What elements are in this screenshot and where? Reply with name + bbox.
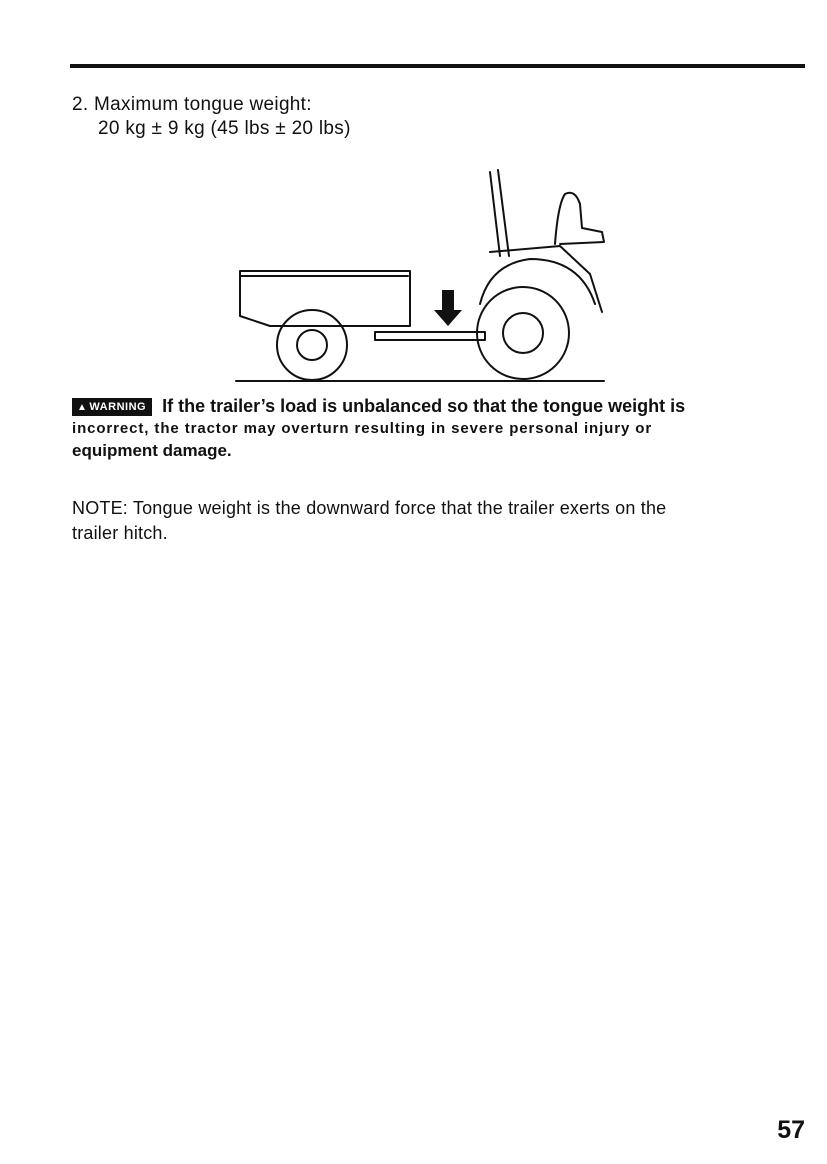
warning-badge: ▲ WARNING xyxy=(72,398,152,416)
header-rule xyxy=(70,64,805,68)
warning-line-1: If the trailer’s load is unbalanced so that the tongue weight is xyxy=(162,396,686,416)
spec-heading: 2. Maximum tongue weight: xyxy=(72,94,312,115)
warning-block xyxy=(72,396,806,461)
warning-triangle-icon: ▲ xyxy=(77,402,88,414)
note-line-1: NOTE: Tongue weight is the downward force that the trailer exerts on the xyxy=(72,498,667,518)
tractor-trailer-icon xyxy=(230,164,615,389)
tongue-weight-spec xyxy=(72,93,351,141)
note-paragraph xyxy=(72,496,807,546)
warning-line-3: equipment damage. xyxy=(72,441,232,460)
note-line-2: trailer hitch. xyxy=(72,523,168,543)
warning-line-2: incorrect, the tractor may overturn resulting in severe personal injury or xyxy=(72,420,653,437)
page-number: 57 xyxy=(777,1116,805,1144)
spec-value: 20 kg ± 9 kg (45 lbs ± 20 lbs) xyxy=(98,118,351,139)
